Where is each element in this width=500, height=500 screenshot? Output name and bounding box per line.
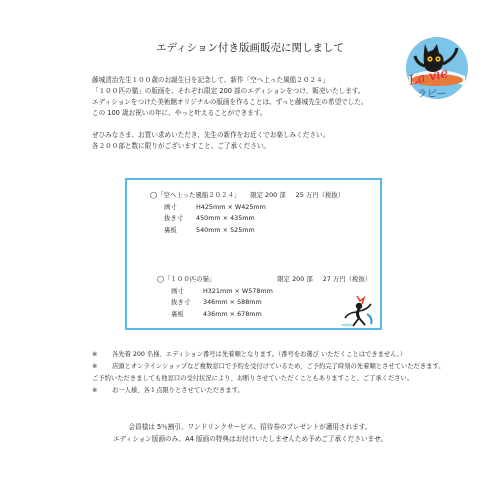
note-item: ご予約いただきましても他窓口の受付状況により、お断りさせていただくこともありますこと、ご了承ください。 (92, 375, 414, 382)
intro-line: 「１００匹の猫」の版画を、それぞれ限定 200 部のエディションをつけ、販売いたします。 (92, 87, 365, 95)
product-price: 25 万円（税抜） (295, 191, 345, 199)
note-item: ※ 各先着 200 名様、エディション番号は先着順となります。（番号をお選び いただくことはできません。） (92, 349, 445, 361)
intro-line: ぜひみなさま、お買い求めいただき、先生の新作をお近くでお楽しみください。 (92, 131, 330, 139)
product-limit: 限定 200 部 (250, 191, 286, 199)
note-mark: ※ (92, 387, 98, 394)
note-item: ※ 店頭とオンラインショップなど複数窓口で予約を受付けているため、ご予約完了時刻の先着順とさせていただきます。 (92, 361, 445, 373)
spec-label: 裏板 (171, 309, 184, 318)
product-title: ◯「空へ上った風船２０２４」 (150, 191, 241, 199)
note-item: ※ お一人様、各１点限りとさせていただきます。 (92, 385, 445, 397)
spec-label: 抜き寸 (164, 214, 184, 222)
product-price: 27 万円（税抜） (322, 275, 372, 283)
spec-value: H321mm × W578mm (203, 286, 273, 295)
members-info (0, 421, 500, 445)
members-line: エディション版画のみ、A4 版画の特典はお付けいたしませんため予めご了承くださいませ。 (112, 435, 388, 443)
spec-label: 抜き寸 (171, 298, 191, 306)
notes-list (92, 349, 445, 397)
logo-text-bottom: ラビー (417, 89, 447, 100)
spec-value: 346mm × 588mm (203, 298, 262, 306)
spec-label: 画寸 (171, 286, 184, 295)
intro-text (92, 75, 412, 152)
page-title: エディション付き版画販売に関しまして (156, 42, 344, 54)
members-line: 会員様は 5％割引、ワンドリンクサービス、招待券のプレゼントが適用されます。 (128, 423, 372, 431)
product-limit: 限定 200 部 (277, 275, 313, 283)
product-balloon (150, 190, 354, 236)
intro-line: エディションをつけた美術館オリジナルの版画を作ることは、ずっと藤城先生の希望でした。 (92, 98, 368, 106)
logo-text-top: La vie (407, 65, 450, 89)
intro-line: この 100 歳お祝いの年に、やっと叶えることができます。 (92, 109, 267, 117)
dancing-cat-figure-icon (337, 294, 377, 328)
product-title: ◯「１００匹の猫」 (157, 275, 216, 283)
spec-value: 540mm × 525mm (196, 225, 255, 234)
note-mark: ※ (92, 351, 98, 358)
note-mark: ※ (92, 363, 98, 370)
spec-value: 436mm × 678mm (203, 309, 262, 318)
spec-value: H425mm × W425mm (196, 202, 266, 211)
la-vie-logo (403, 34, 471, 102)
spec-value: 450mm × 435mm (196, 214, 255, 222)
logo-text (403, 34, 471, 102)
spec-label: 裏板 (164, 225, 177, 234)
intro-line: 各２００部と数に限りがございますこと、ご了承ください。 (92, 142, 271, 150)
spec-label: 画寸 (164, 202, 177, 211)
intro-line: 藤城清治先生１００歳のお誕生日を記念して、新作「空へ上った風船２０２４」 (92, 76, 330, 84)
